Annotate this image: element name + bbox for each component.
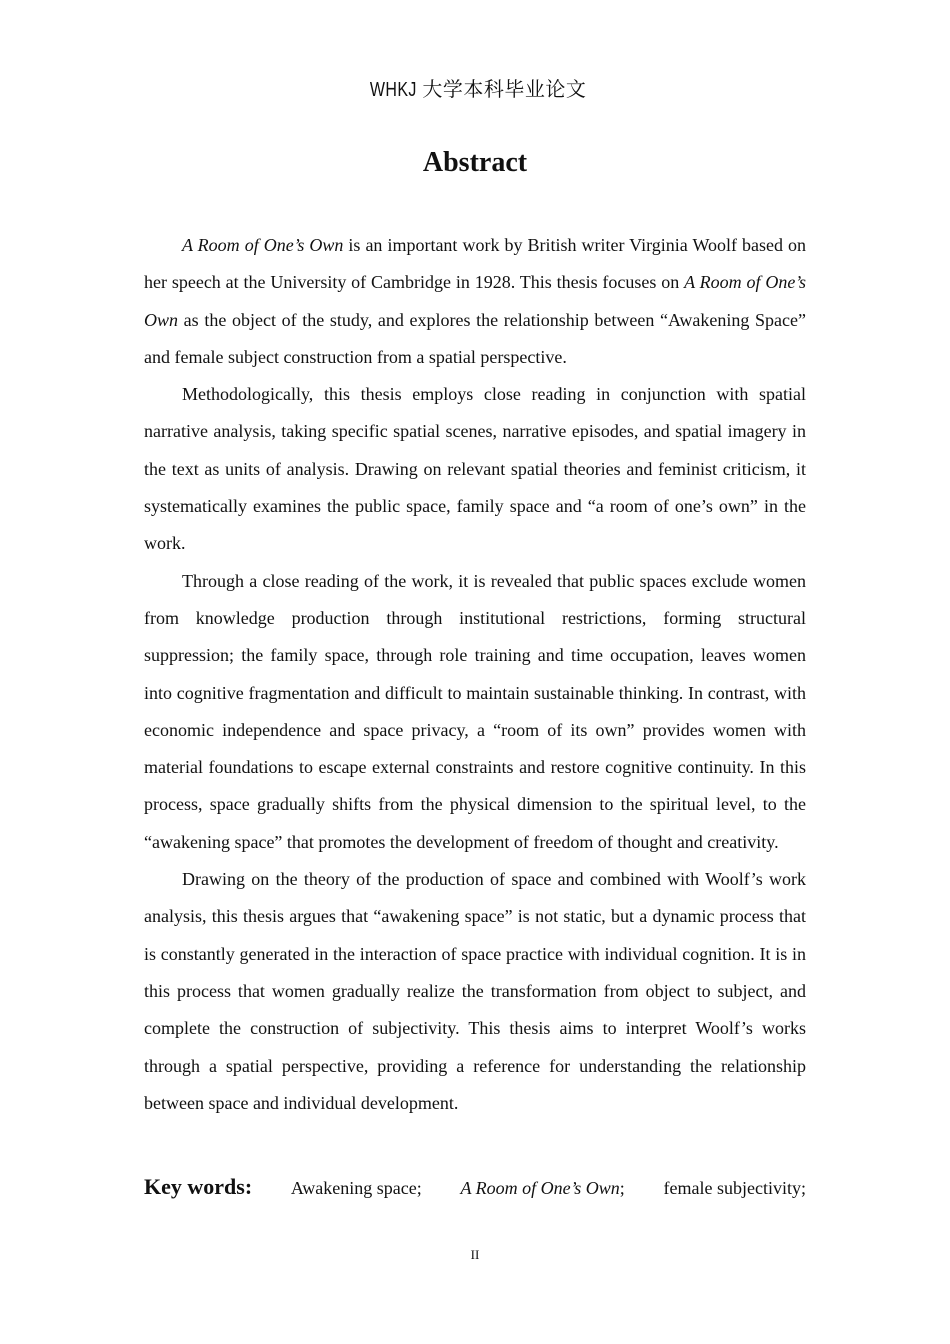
paragraph-text: as the object of the study, and explores the relationship between “Awakening Space” and female subject construction from a spatial perspective. — [144, 309, 806, 367]
keyword-item — [460, 1170, 624, 1207]
abstract-paragraph-3: Through a close reading of the work, it is revealed that public spaces exclude women from knowledge production through institutional restrictions, forming structural suppression; the family space, through role training and time occupation, leaves women into cognitive fragmentation and difficult to maintain sustainable thinking. In contrast, with economic independence and space privacy, a “room of its own” provides women with material foundations to escape external constraints and restore cognitive continuity. In this process, space gradually shifts from the physical dimension to the spiritual level, to the “awakening space” that promotes the development of freedom of thought and creativity. — [144, 570, 806, 852]
keyword-item: Awakening space; — [290, 1178, 422, 1198]
keywords-label: Key words: — [144, 1174, 253, 1199]
abstract-paragraph-2: Methodologically, this thesis employs close reading in conjunction with spatial narrative analysis, taking specific spatial scenes, narrative episodes, and spatial imagery in the text as units of analysis. Drawing on relevant spatial theories and feminist criticism, it systematically examines the public space, family space and “a room of one’s own” in the work. — [144, 384, 806, 554]
work-title: A Room of One’s Own — [144, 272, 806, 330]
paragraph-text: is an important work by British writer Virginia Woolf based on her speech at the University of Cambridge in 1928. This thesis focuses on — [144, 235, 806, 293]
page-number: II — [470, 1247, 480, 1262]
keyword-separator: ; — [619, 1178, 625, 1198]
header-prefix: WHKJ — [369, 79, 417, 101]
keyword-item: female subjectivity; — [663, 1178, 806, 1198]
running-header — [0, 73, 950, 102]
work-title: A Room of One’s Own — [460, 1178, 620, 1198]
abstract-body — [144, 227, 806, 1122]
abstract-paragraph-1 — [144, 227, 806, 376]
page-title: Abstract — [422, 147, 528, 178]
header-suffix: 大学本科毕业论文 — [422, 77, 587, 101]
keywords-line — [144, 1168, 806, 1207]
work-title: A Room of One’s Own — [182, 235, 344, 255]
abstract-paragraph-4: Drawing on the theory of the production of space and combined with Woolf’s work analysis, this thesis argues that “awakening space” is not static, but a dynamic process that is constantly generated in the interaction of space practice with individual cognition. It is in this process that women gradually realize the transformation from object to subject, and complete the construction of subjectivity. This thesis aims to interpret Woolf’s works through a spatial perspective, providing a reference for understanding the relationship between space and individual development. — [144, 869, 806, 1113]
